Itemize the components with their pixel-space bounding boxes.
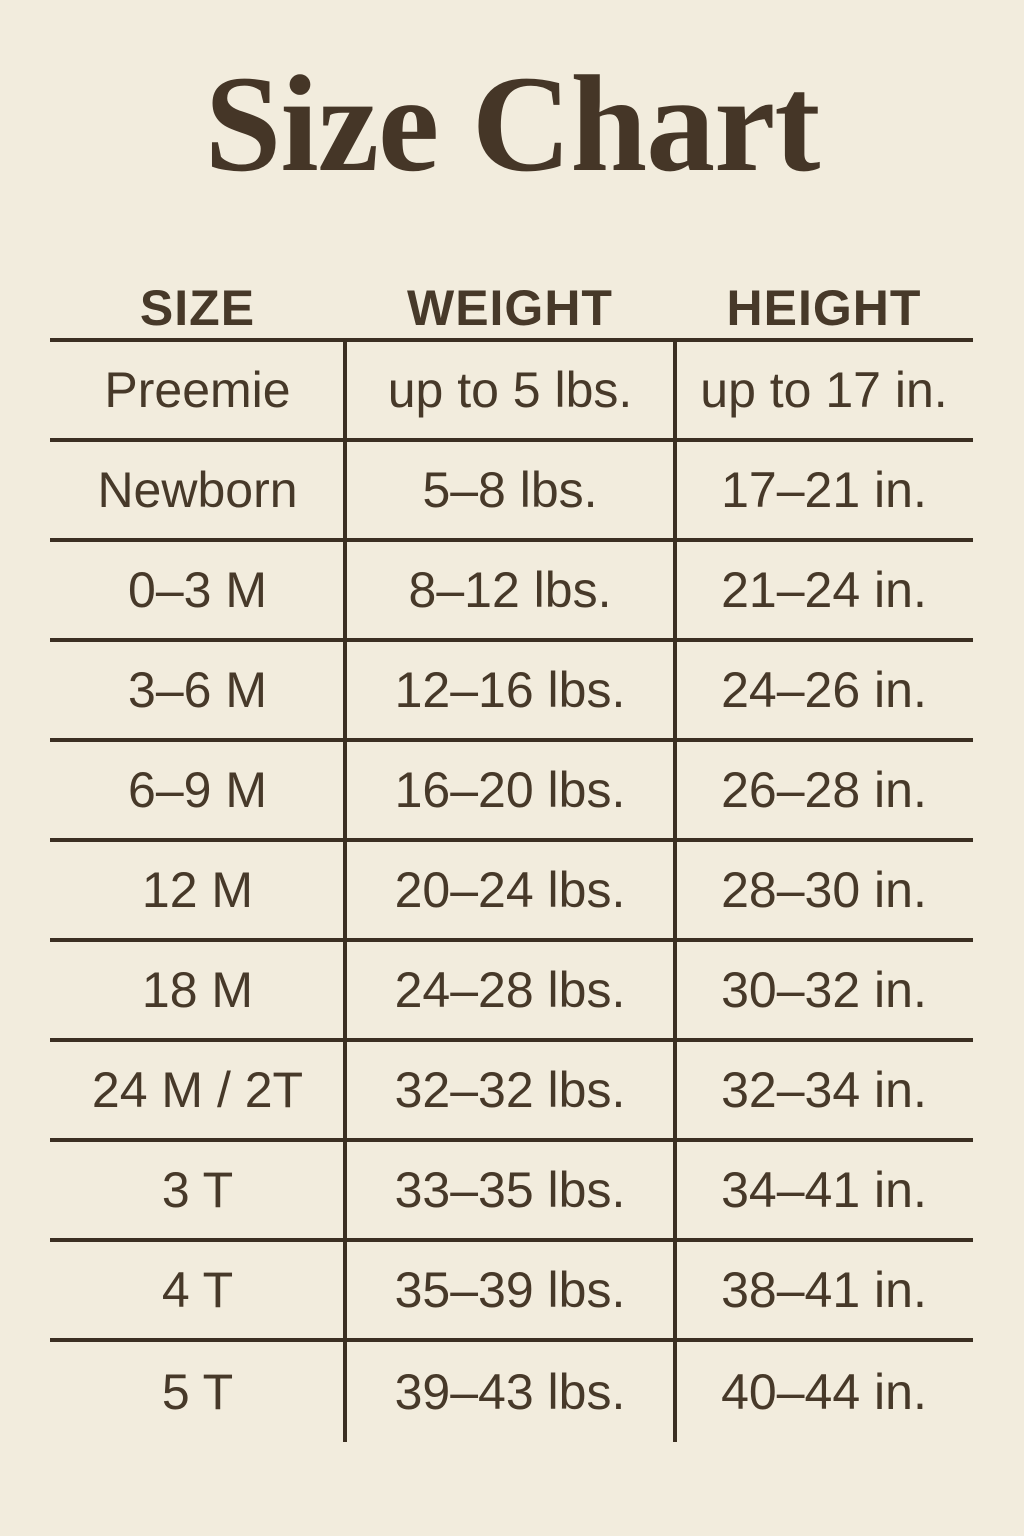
- cell-weight: 24–28 lbs.: [394, 961, 626, 1018]
- table-row: [50, 442, 973, 542]
- cell-size: 4 T: [161, 1261, 234, 1318]
- table-row: [50, 642, 973, 742]
- cell-size: Newborn: [97, 461, 298, 518]
- cell-size: 6–9 M: [128, 761, 267, 818]
- cell-height: 34–41 in.: [721, 1161, 927, 1218]
- cell-height: 24–26 in.: [721, 661, 927, 718]
- cell-weight: 16–20 lbs.: [394, 761, 626, 818]
- cell-weight: 8–12 lbs.: [408, 561, 612, 618]
- table-row: [50, 942, 973, 1042]
- cell-size: 24 M / 2T: [91, 1061, 304, 1118]
- cell-weight: 39–43 lbs.: [394, 1363, 626, 1420]
- cell-height: 26–28 in.: [721, 761, 927, 818]
- table-row: [50, 1042, 973, 1142]
- cell-size: 3–6 M: [128, 661, 267, 718]
- table-row: [50, 342, 973, 442]
- cell-weight: 5–8 lbs.: [422, 461, 598, 518]
- cell-height: 38–41 in.: [721, 1261, 927, 1318]
- cell-weight: 35–39 lbs.: [394, 1261, 626, 1318]
- table-row: [50, 1242, 973, 1342]
- cell-size: 0–3 M: [128, 561, 267, 618]
- cell-height: 32–34 in.: [721, 1061, 927, 1118]
- cell-size: 3 T: [161, 1161, 234, 1218]
- column-header-weight: WEIGHT: [407, 279, 613, 336]
- table-row: [50, 542, 973, 642]
- column-header-size: SIZE: [139, 279, 256, 336]
- size-table: [50, 338, 973, 1442]
- cell-height: 21–24 in.: [721, 561, 927, 618]
- cell-size: Preemie: [104, 361, 291, 418]
- page-title: Size Chart: [204, 47, 820, 200]
- cell-height: 40–44 in.: [721, 1363, 927, 1420]
- cell-weight: up to 5 lbs.: [387, 361, 633, 418]
- cell-height: 28–30 in.: [721, 861, 927, 918]
- column-divider: [673, 342, 677, 1442]
- cell-weight: 33–35 lbs.: [394, 1161, 626, 1218]
- cell-height: up to 17 in.: [700, 361, 948, 418]
- column-divider: [343, 342, 347, 1442]
- table-row: [50, 742, 973, 842]
- cell-weight: 32–32 lbs.: [394, 1061, 626, 1118]
- column-header-height: HEIGHT: [726, 279, 922, 336]
- table-row: [50, 1142, 973, 1242]
- table-header-row: [50, 278, 973, 338]
- table-row: [50, 1342, 973, 1442]
- cell-size: 18 M: [141, 961, 254, 1018]
- cell-size: 5 T: [161, 1363, 234, 1420]
- cell-weight: 12–16 lbs.: [394, 661, 626, 718]
- cell-height: 30–32 in.: [721, 961, 927, 1018]
- cell-weight: 20–24 lbs.: [394, 861, 626, 918]
- cell-height: 17–21 in.: [721, 461, 927, 518]
- cell-size: 12 M: [141, 861, 254, 918]
- table-row: [50, 842, 973, 942]
